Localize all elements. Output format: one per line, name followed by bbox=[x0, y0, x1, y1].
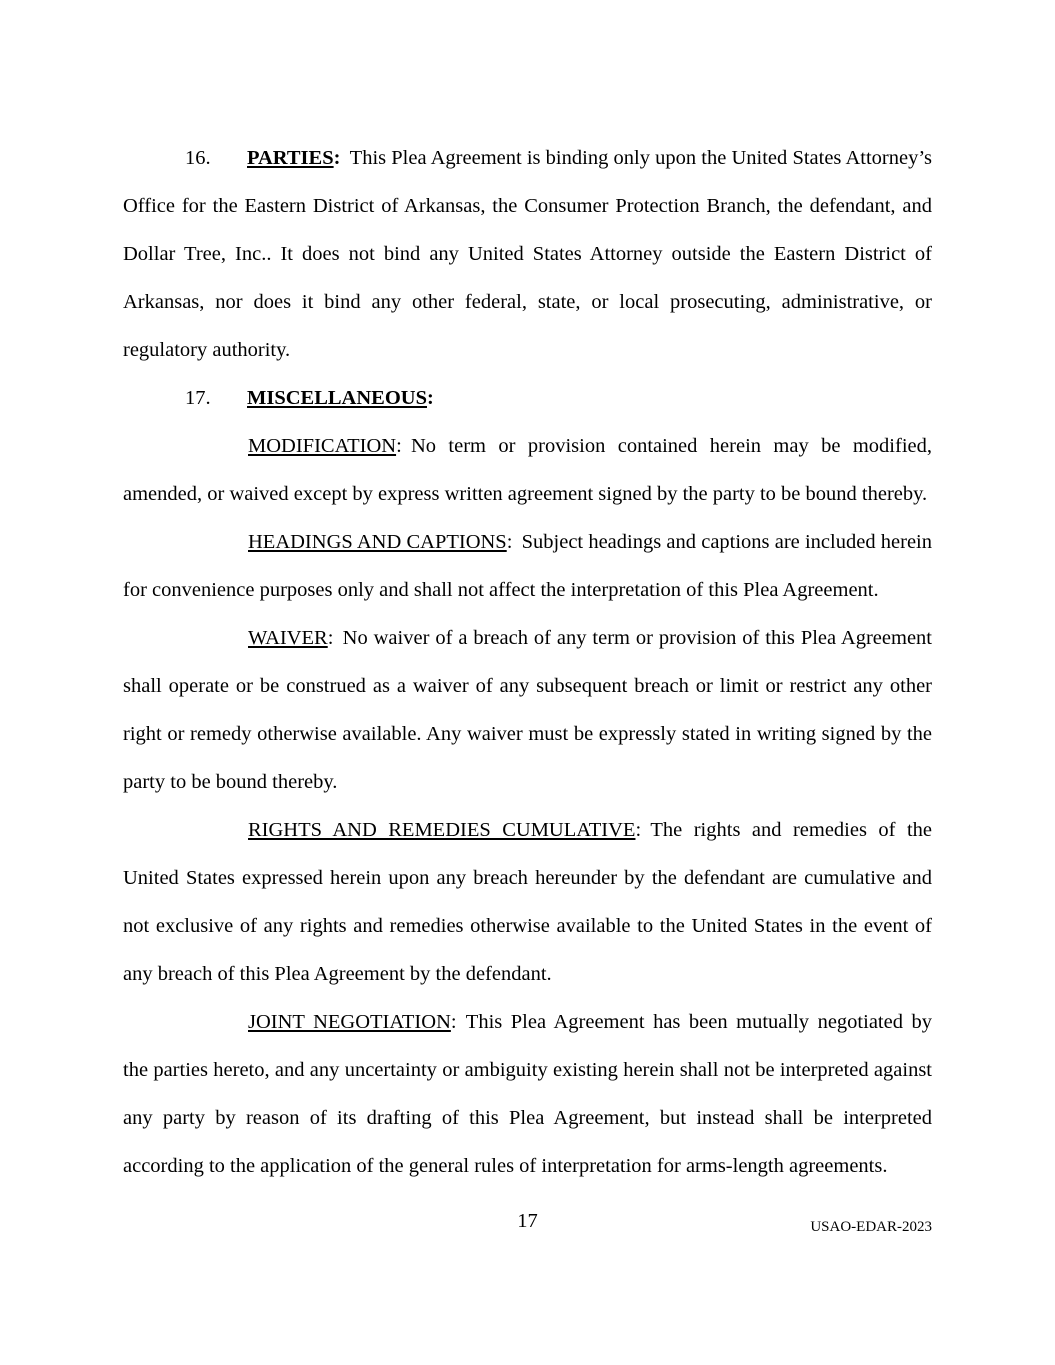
page-number: 17 bbox=[517, 1210, 538, 1232]
subsection-body-waiver: No waiver of a breach of any term or provision of this Plea Agreement shall operate or be construed as a waiver of any subsequent breach or limit or restrict any other right or remedy otherwise available. Any waiver must be expressly stated in writing signed by the party to be bound thereby. bbox=[123, 627, 932, 793]
paragraph-rights-and-remedies bbox=[123, 806, 932, 998]
section-number: 17. bbox=[185, 387, 211, 409]
section-heading-miscellaneous: MISCELLANEOUS: bbox=[247, 387, 434, 409]
section-heading-parties: PARTIES: bbox=[247, 147, 341, 169]
paragraph-joint-negotiation bbox=[123, 998, 932, 1190]
subsection-body-modification: No term or provision contained herein may be modified, amended, or waived except by express written agreement signed by the party to be bound thereby. bbox=[123, 435, 932, 505]
paragraph-miscellaneous bbox=[123, 374, 932, 422]
paragraph-waiver bbox=[123, 614, 932, 806]
paragraph-parties bbox=[123, 134, 932, 374]
document-id-stamp: USAO-EDAR-2023 bbox=[810, 1219, 932, 1235]
subsection-heading-rights-and-remedies: RIGHTS AND REMEDIES CUMULATIVE: bbox=[248, 819, 642, 841]
subsection-body-headings-and-captions: Subject headings and captions are included herein for convenience purposes only and shall not affect the interpretation of this Plea Agreement. bbox=[123, 531, 932, 601]
document-body bbox=[123, 134, 932, 1190]
subsection-heading-waiver: WAIVER: bbox=[248, 627, 334, 649]
section-body-parties: This Plea Agreement is binding only upon the United States Attorney’s Office for the Eastern District of Arkansas, the Consumer Protection Branch, the defendant, and Dollar Tree, Inc.. It does not bind any United States Attorney outside the Eastern District of Arkansas, nor does it bind any other federal, state, or local prosecuting, administrative, or regulatory authority. bbox=[123, 147, 932, 361]
subsection-heading-modification: MODIFICATION: bbox=[248, 435, 402, 457]
subsection-heading-joint-negotiation: JOINT NEGOTIATION: bbox=[248, 1011, 457, 1033]
subsection-body-joint-negotiation: This Plea Agreement has been mutually negotiated by the parties hereto, and any uncertainty or ambiguity existing herein shall not be interpreted against any party by reason of its drafting of this Plea Agreement, but instead shall be interpreted according to the application of the general rules of interpretation for arms-length agreements. bbox=[123, 1011, 932, 1177]
section-number: 16. bbox=[185, 147, 211, 169]
paragraph-headings-and-captions bbox=[123, 518, 932, 614]
paragraph-modification bbox=[123, 422, 932, 518]
subsection-heading-headings-and-captions: HEADINGS AND CAPTIONS: bbox=[248, 531, 513, 553]
subsection-body-rights-and-remedies: The rights and remedies of the United States expressed herein upon any breach hereunder by the defendant are cumulative and not exclusive of any rights and remedies otherwise available to the United States in the event of any breach of this Plea Agreement by the defendant. bbox=[123, 819, 933, 985]
